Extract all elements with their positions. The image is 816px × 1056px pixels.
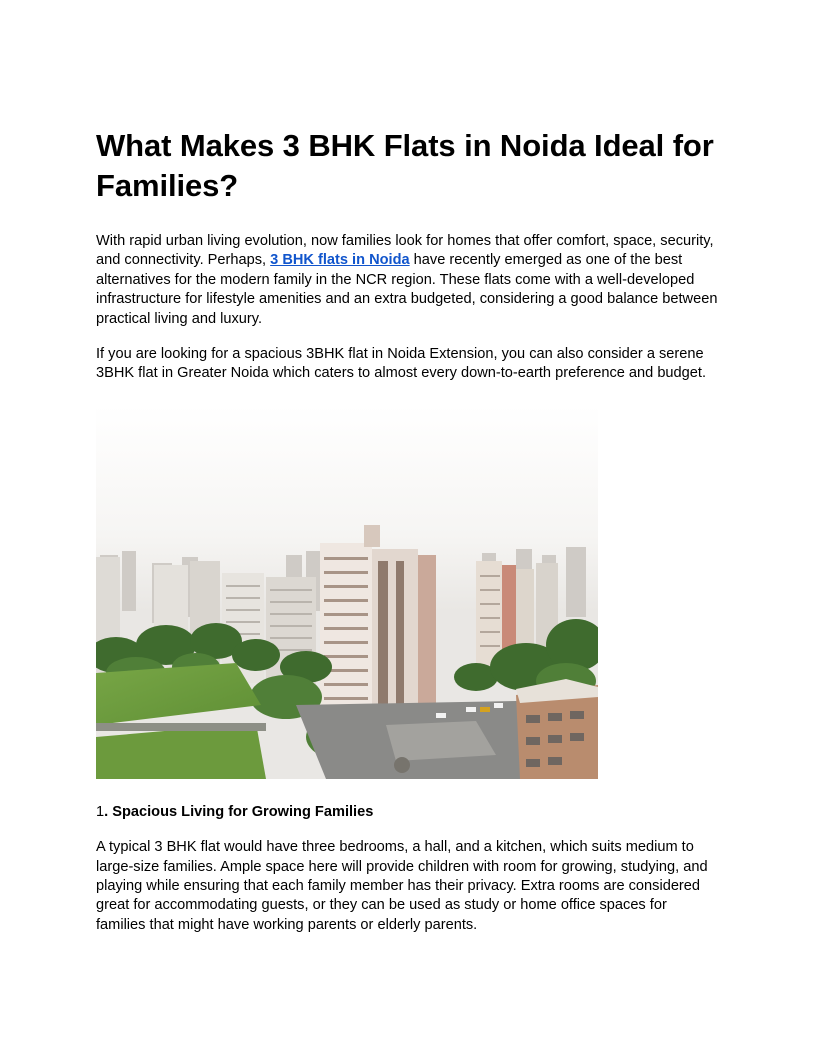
extension-paragraph: If you are looking for a spacious 3BHK flat in Noida Extension, you can also consider a serene 3BHK flat in Greater Noida which caters to almost every down-to-earth preference and budget. (96, 346, 707, 382)
noida-flats-link[interactable]: 3 BHK flats in Noida (270, 252, 410, 269)
section-1-number: 1 (96, 803, 105, 820)
section-1-heading (96, 803, 720, 822)
intro-text-before-link: With rapid urban living evolution, now families look for homes that offer comfort, space, security, and connectivity. Perhaps, (96, 233, 714, 269)
residential-towers-photo (96, 405, 598, 779)
section-1-title: . Spacious Living for Growing Families (104, 803, 374, 820)
document-page (96, 126, 720, 935)
section-1-body: A typical 3 BHK flat would have three bedrooms, a hall, and a kitchen, which suits medium to large-size families. Ample space here will provide children with room for growing, studying, and playing while ensuring that each family member has their privacy. Extra rooms are considered great for accommodating guests, or they can be used as study or home office spaces for families that might have working parents or elderly parents. (96, 839, 708, 933)
intro-paragraph (96, 232, 720, 329)
page-title: What Makes 3 BHK Flats in Noida Ideal for Families? (96, 128, 714, 203)
intro-text-after-link: have recently emerged as one of the best alternatives for the modern family in the NCR region. These flats come with a well-developed infrastructure for lifestyle amenities and an extra budgeted, considering a good balance between practical living and luxury. (96, 252, 718, 327)
